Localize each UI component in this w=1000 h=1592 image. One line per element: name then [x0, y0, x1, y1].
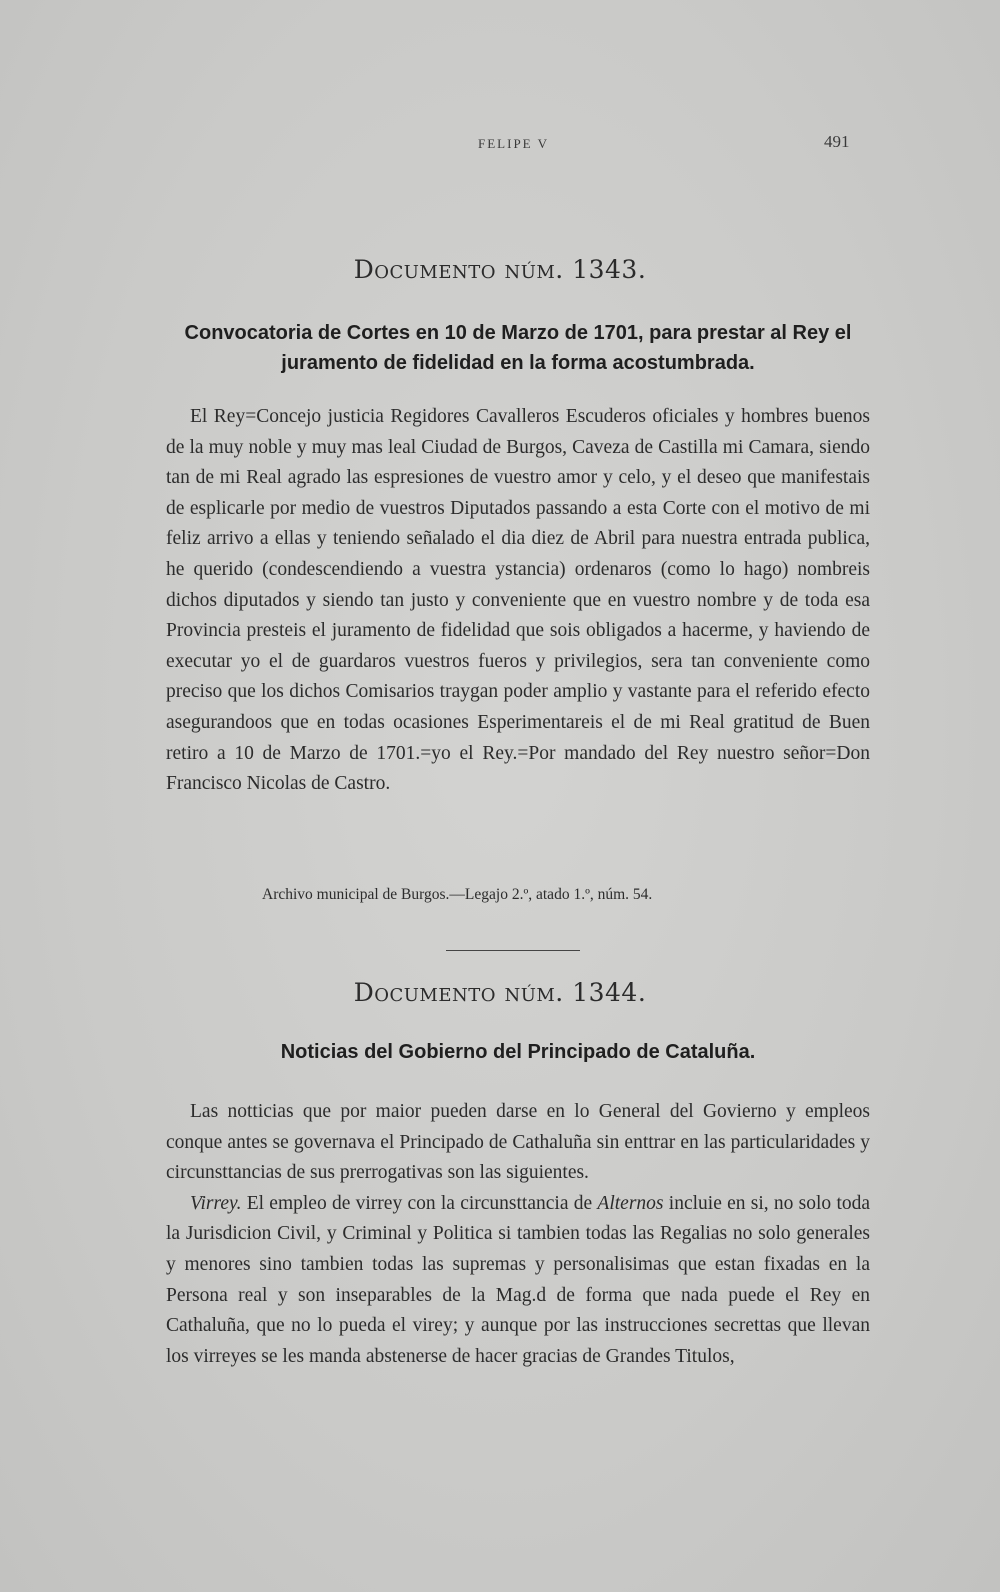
doc2-heading-label: Documento núm.: [353, 978, 564, 1007]
doc2-body: [166, 1097, 870, 1372]
doc2-para2-a: El empleo de virrey con la circunsttancia de: [246, 1192, 593, 1214]
doc2-para2-italic: Alternos: [597, 1192, 664, 1214]
doc1-heading-number: 1343.: [572, 255, 647, 284]
doc2-heading-number: 1344.: [572, 978, 647, 1007]
doc2-heading: [0, 978, 1000, 1007]
page-number: 491: [824, 132, 850, 151]
doc2-paragraph-1: Las notticias que por maior pueden darse en lo General del Govierno y empleos conque antes se governava el Principado de Cathaluña sin enttrar en las particularidades y circunsttancias de sus prerrogativas son las siguientes.: [166, 1101, 870, 1184]
doc2-para2-b: incluie en si, no solo toda la Jurisdicion Civil, y Criminal y Politica si tambien todas las Regalias no solo generales y menores sino tambien todas las supremas y personalisimas que estan fixadas en la Persona real y son inseparables de la Mag.d de forma que nada puede el Rey en Cathaluña, que no lo pueda el virey; y aunque por las instrucciones secrettas que llevan los virreyes se les manda abstenerse de hacer gracias de Grandes Titulos,: [166, 1192, 871, 1367]
section-divider: [446, 950, 580, 951]
doc1-body: [166, 402, 870, 800]
doc1-heading-label: Documento núm.: [353, 255, 564, 284]
doc1-heading: [0, 255, 1000, 284]
doc1-body-paragraph: El Rey=Concejo justicia Regidores Cavalleros Escuderos oficiales y hombres buenos de la muy noble y muy mas leal Ciudad de Burgos, Caveza de Castilla mi Camara, siendo tan de mi Real agrado las espresiones de vuestro amor y celo, y el deseo que manifestais de esplicarle por medio de vuestros Diputados passando a esta Corte con el motivo de mi feliz arrivo a ellas y teniendo señalado el dia diez de Abril para nuestra entrada publica, he querido (condescendiendo a vuestra ystancia) ordenaros (como lo hago) nombreis dichos diputados y siendo tan justo y conveniente que en vuestro nombre y de toda esa Provincia presteis el juramento de fidelidad que sois obligados a hacerme, y haviendo de executar yo el de guardaros vuestros fueros y privilegios, sera tan conveniente como preciso que los dichos Comisarios traygan poder amplio y vastante para el referido efecto asegurandoos que en todas ocasiones Esperimentareis el de mi Real gratitud de Buen retiro a 10 de Marzo de 1701.=yo el Rey.=Por mandado del Rey nuestro señor=Don Francisco Nicolas de Castro.: [166, 406, 870, 795]
doc2-paragraph-2: [166, 1189, 870, 1373]
running-title: FELIPE V: [478, 136, 550, 151]
doc2-virrey-lead: Virrey.: [190, 1192, 242, 1214]
doc1-archive-note: Archivo municipal de Burgos.—Legajo 2.º, atado 1.º, núm. 54.: [262, 886, 653, 903]
doc1-title: Convocatoria de Cortes en 10 de Marzo de 1701, para prestar al Rey el juramento de fidelidad en la forma acostumbrada.: [184, 322, 852, 374]
doc2-title: Noticias del Gobierno del Principado de Cataluña.: [280, 1041, 756, 1063]
